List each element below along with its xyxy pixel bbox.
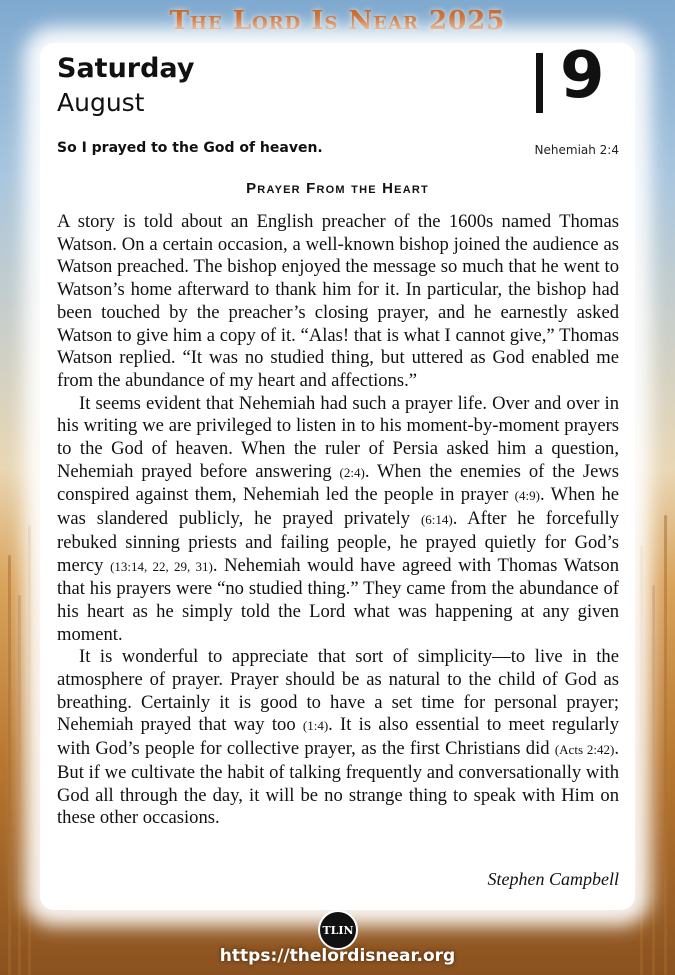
paragraph-2: It seems evident that Nehemiah had such a prayer life. Over and over in his writing we are privileged to listen in to his moment-by-moment prayers to the God of heaven. When the ruler of Persia asked him a question, Nehemiah prayed before answering (2:4). When the enemies of the Jews conspired against them, Nehemiah led the people in prayer (4:9). When he was slandered publicly, he prayed privately (6:14). After he forcefully rebuked sinning priests and failing people, he prayed quietly for God’s mercy (13:14, 22, 29, 31). Nehemiah would have agreed with Thomas Watson that his prayers were “no studied thing.” They came from the abundance of his heart as he simply told the Lord what was happening at any given moment.	[57, 392, 620, 645]
paragraph-3: It is wonderful to appreciate that sort of simplicity—to live in the atmosphere of prayer. Prayer should be as natural to the child of God as breathing. Certainly it is good to have a set time for personal prayer; Nehemiah prayed that way too (1:4). It is also essential to meet regularly with God’s people for collective prayer, as the first Christians did (Acts 2:42). But if we cultivate the habit of talking frequently and conversationally with God all through the day, it will be no strange thing to speak with Him on these other occasions.	[57, 646, 619, 829]
weekday: Saturday	[57, 53, 195, 84]
article-body	[57, 211, 619, 830]
calendar-title: The Lord Is Near 2025	[169, 6, 506, 36]
scripture-ref: (2:4)	[339, 464, 365, 480]
verse-reference: Nehemiah 2:4	[534, 143, 619, 157]
scripture-ref: (4:9)	[514, 488, 540, 504]
website-link[interactable]: https://thelordisnear.org	[219, 946, 456, 966]
author-name: Stephen Campbell	[487, 869, 619, 889]
scripture-ref: (13:14, 22, 29, 31)	[110, 558, 213, 574]
key-verse: So I prayed to the God of heaven.	[57, 140, 323, 156]
article-title: Prayer From the Heart	[246, 180, 429, 197]
date-divider	[536, 53, 543, 113]
paragraph-1: A story is told about an English preacher of the 1600s named Thomas Watson. On a certain occasion, a well-known bishop joined the audience as Watson preached. The bishop enjoyed the message so much that he went to Watson’s home afterward to thank him for it. In particular, the bishop had been touched by the preacher’s closing prayer, and he earnestly asked Watson to give him a copy of it. “Alas! that is what I cannot give,” Thomas Watson replied. “It was no studied thing, but uttered as God enabled me from the abundance of my heart and affections.”	[57, 211, 619, 391]
month: August	[57, 88, 145, 117]
scripture-ref: (6:14)	[420, 512, 453, 528]
devotional-card	[40, 39, 635, 910]
day-number: 9	[560, 39, 605, 113]
tlin-logo-icon: TLIN	[318, 910, 358, 950]
scripture-ref: (Acts 2:42)	[554, 742, 615, 758]
scripture-ref: (1:4)	[302, 718, 329, 734]
